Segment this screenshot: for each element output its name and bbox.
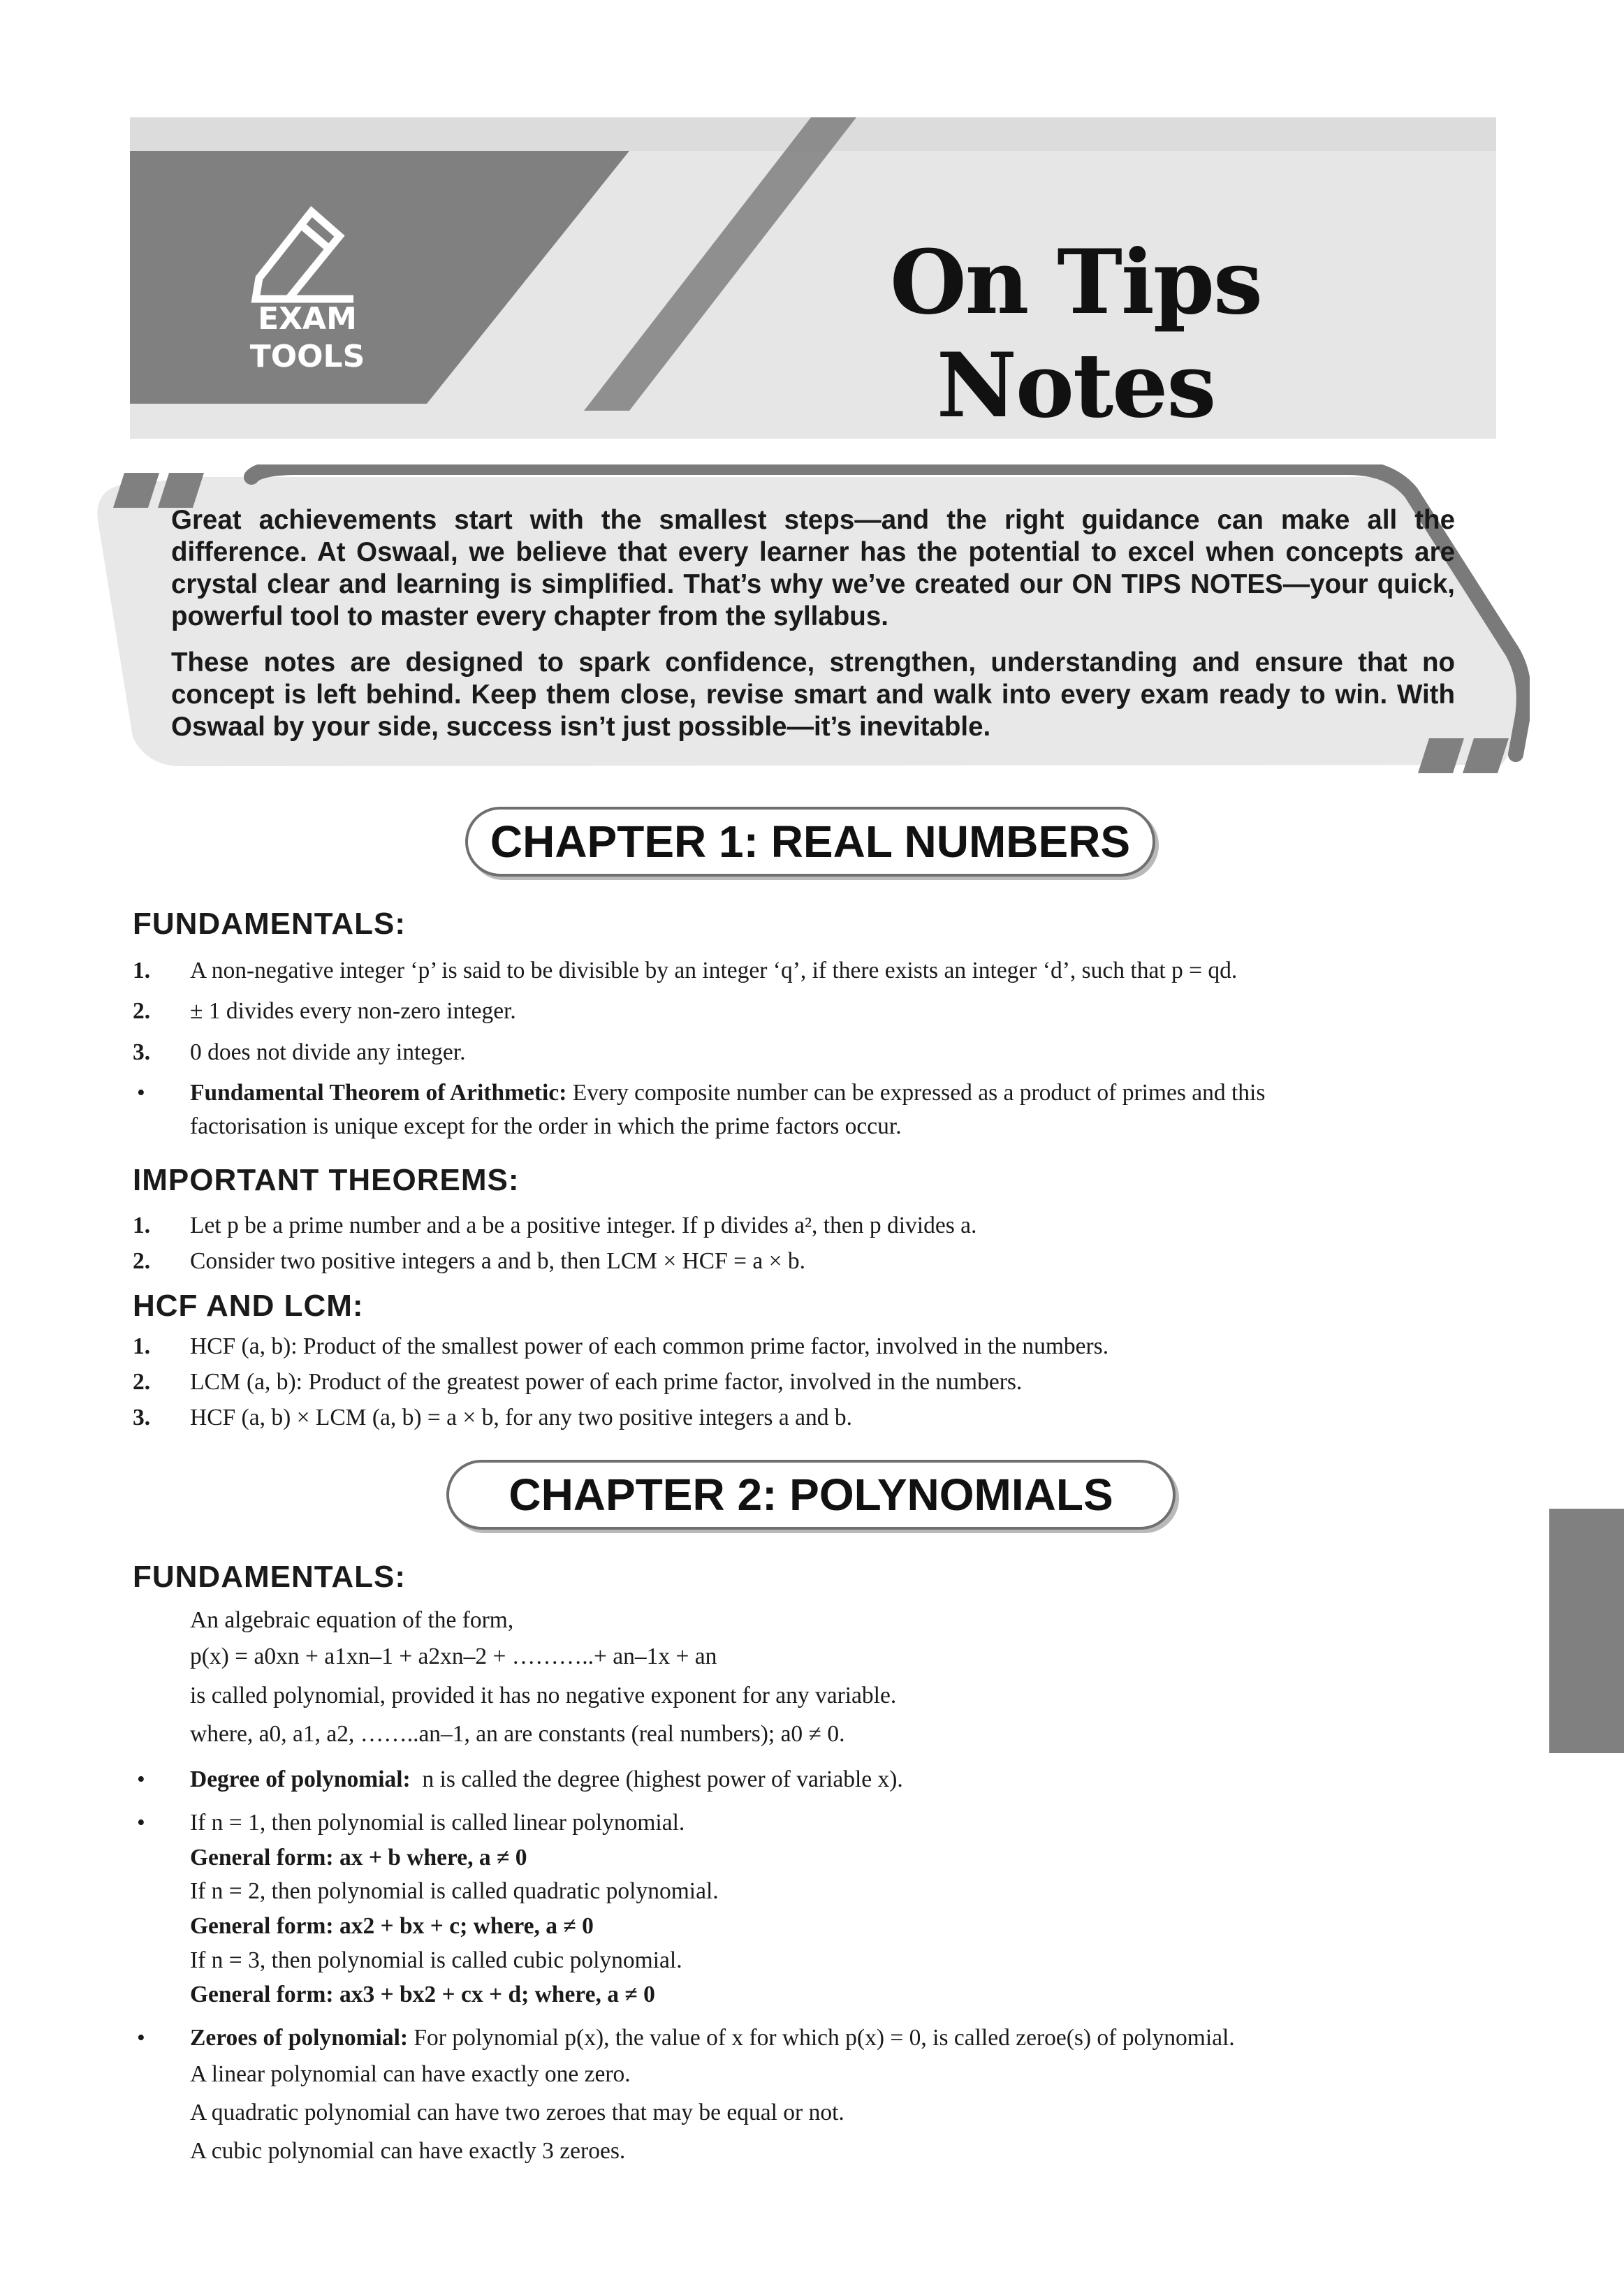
item-number: 1.	[133, 1213, 151, 1238]
term-text: Every composite number can be expressed as a product of primes and this	[566, 1080, 1266, 1106]
badge-line-exam: EXAM	[258, 301, 357, 337]
ch2-fundamentals-heading: FUNDAMENTALS:	[133, 1560, 407, 1594]
side-tab	[1549, 1509, 1624, 1753]
list-item	[133, 1079, 1495, 1142]
general-form-linear: General form: ax + b where, a ≠ 0	[190, 1845, 527, 1871]
badge-line-tools: TOOLS	[249, 339, 365, 374]
page-title: On Tips Notes	[890, 230, 1261, 437]
item-text: ± 1 divides every non-zero integer.	[190, 998, 516, 1024]
item-text: HCF (a, b): Product of the smallest power of each common prime factor, involved in the numbers.	[190, 1333, 1109, 1359]
chapter-1-title: CHAPTER 1: REAL NUMBERS	[465, 807, 1155, 877]
bullet-icon: •	[137, 1766, 145, 1792]
ch1-theorems-heading: IMPORTANT THEOREMS:	[133, 1163, 520, 1197]
item-text: LCM (a, b): Product of the greatest power of each prime factor, involved in the numbers.	[190, 1369, 1023, 1395]
chapter-2-title: CHAPTER 2: POLYNOMIALS	[446, 1460, 1176, 1530]
bullet-icon: •	[137, 1810, 145, 1836]
exam-tools-badge	[231, 300, 384, 376]
quadratic-definition: If n = 2, then polynomial is called quadratic polynomial.	[190, 1878, 719, 1904]
polynomial-intro-line: An algebraic equation of the form,	[190, 1607, 514, 1633]
term-text: For polynomial p(x), the value of x for which p(x) = 0, is called zeroe(s) of polynomial.	[414, 2025, 1235, 2051]
zeroes-quadratic: A quadratic polynomial can have two zeroes that may be equal or not.	[190, 2100, 844, 2125]
item-number: 1.	[133, 1333, 151, 1359]
intro-paragraph-2: These notes are designed to spark confidence, strengthen, understanding and ensure that no concept is left behind. Keep them close, revise smart and walk into every exam ready to win. With Oswaal by your side, success isn’t just possible—it’s inevitable.	[171, 647, 1455, 742]
item-text	[190, 1079, 1265, 1107]
zeroes-cubic: A cubic polynomial can have exactly 3 zeroes.	[190, 2138, 626, 2164]
bullet-icon: •	[137, 2025, 145, 2051]
item-number: 1.	[133, 958, 151, 983]
item-number: 2.	[133, 1369, 151, 1395]
item-text: Consider two positive integers a and b, then LCM × HCF = a × b.	[190, 1248, 806, 1274]
item-text: A non-negative integer ‘p’ is said to be divisible by an integer ‘q’, if there exists an integer ‘d’, such that p = qd.	[190, 958, 1238, 983]
general-form-cubic: General form: ax3 + bx2 + cx + d; where, a ≠ 0	[190, 1982, 655, 2007]
term-text: n is called the degree (highest power of variable x).	[422, 1766, 903, 1792]
bullet-icon: •	[137, 1080, 145, 1106]
term-label: Degree of polynomial:	[190, 1766, 411, 1792]
item-text-continued: factorisation is unique except for the order in which the prime factors occur.	[190, 1113, 902, 1139]
zeroes-linear: A linear polynomial can have exactly one zero.	[190, 2061, 631, 2087]
item-text: HCF (a, b) × LCM (a, b) = a × b, for any two positive integers a and b.	[190, 1405, 852, 1430]
item-number: 2.	[133, 1248, 151, 1274]
polynomial-definition-line: is called polynomial, provided it has no negative exponent for any variable.	[190, 1683, 897, 1708]
item-text: Let p be a prime number and a be a positive integer. If p divides a², then p divides a.	[190, 1213, 977, 1238]
item-text	[190, 1766, 903, 1794]
item-text: If n = 1, then polynomial is called linear polynomial.	[190, 1810, 685, 1836]
intro-paragraph-1: Great achievements start with the smallest steps—and the right guidance can make all the difference. At Oswaal, we believe that every learner has the potential to excel when concepts are crystal clear and learning is simplified. That’s why we’ve created our ON TIPS NOTES—your quick, powerful tool to master every chapter from the syllabus.	[171, 505, 1455, 631]
intro-text	[171, 504, 1455, 757]
item-text	[190, 2024, 1235, 2052]
ch1-hcf-lcm-heading: HCF AND LCM:	[133, 1289, 364, 1323]
polynomial-formula: p(x) = a0xn + a1xn–1 + a2xn–2 + ………..+ an–1x + an	[190, 1644, 717, 1669]
general-form-quadratic: General form: ax2 + bx + c; where, a ≠ 0	[190, 1913, 594, 1939]
item-text: 0 does not divide any integer.	[190, 1039, 466, 1065]
ch1-fundamentals-heading: FUNDAMENTALS:	[133, 907, 407, 941]
cubic-definition: If n = 3, then polynomial is called cubic polynomial.	[190, 1947, 682, 1973]
term-label: Fundamental Theorem of Arithmetic:	[190, 1080, 567, 1106]
polynomial-constants-line: where, a0, a1, a2, ……..an–1, an are constants (real numbers); a0 ≠ 0.	[190, 1721, 845, 1747]
term-label: Zeroes of polynomial:	[190, 2025, 409, 2051]
item-number: 3.	[133, 1039, 151, 1065]
item-number: 2.	[133, 998, 151, 1024]
item-number: 3.	[133, 1405, 151, 1430]
